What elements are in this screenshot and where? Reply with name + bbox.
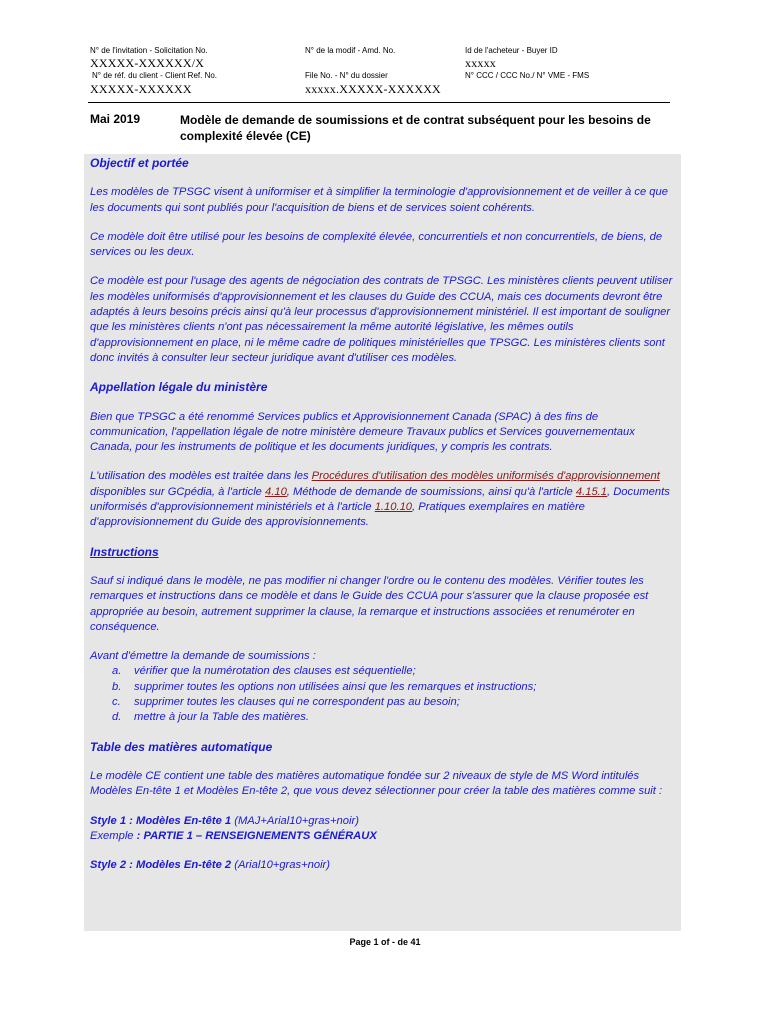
style-1-description: [90, 814, 676, 845]
buyer-label: Id de l'acheteur - Buyer ID: [465, 46, 558, 55]
example-value: : PARTIE 1 – RENSEIGNEMENTS GÉNÉRAUX: [136, 829, 377, 842]
list-item: [112, 664, 676, 679]
client-ref-label: N° de réf. du client - Client Ref. No.: [92, 71, 218, 80]
list-item-text: mettre à jour la Table des matières.: [134, 711, 309, 724]
amendment-label: N° de la modif - Amd. No.: [305, 46, 396, 55]
instructions-content: [90, 156, 676, 887]
legal-p2-text-a: L'utilisation des modèles est traitée dans les: [90, 470, 312, 483]
legal-p2-text-c: , Méthode de demande de soumissions, ainsi qu'à l'article: [286, 485, 576, 498]
procedures-link[interactable]: Procédures d'utilisation des modèles uniformisés d'approvisionnement: [311, 470, 660, 483]
list-item: [112, 710, 676, 725]
buyer-value: xxxxx: [465, 56, 496, 70]
instructions-paragraph-2: Avant d'émettre la demande de soumissions :: [90, 650, 316, 663]
article-1-10-10-link[interactable]: 1.10.10: [374, 501, 413, 514]
toc-paragraph: Le modèle CE contient une table des matières automatique fondée sur 2 niveaux de style de MS Word intitulés Modèles En-tête 1 et Modèles En-tête 2, que vous devez sélectionner pour créer la table des matières comme suit :: [90, 769, 663, 798]
list-item-text: vérifier que la numérotation des clauses est séquentielle;: [134, 665, 416, 678]
legal-p2-text-d: , Documents uniformisés d'approvisionnement ministériels et à l'article: [90, 485, 670, 514]
objective-paragraph-3: Ce modèle est pour l'usage des agents de négociation des contrats de TPSGC. Les ministères clients peuvent utiliser les modèles uniformisés d'approvisionnement et les clauses du Guide des CCUA, mais ces documents devront être adaptés à leurs besoins précis ainsi qu'à leur processus d'approvisionnement ministériel. Il est important de souligner que les ministères clients n'ont pas nécessairement la même autorité législative, les mêmes outils d'approvisionnement en place, ni le même cadre de politiques ministérielles que TPSGC. Les ministères clients sont donc invités à consulter leur secteur juridique avant d'utiliser ces modèles.: [90, 275, 673, 364]
legal-p2-text-b: disponibles sur GCpédia, à l'article: [90, 485, 266, 498]
file-value: xxxxx.XXXXX-XXXXXX: [305, 82, 441, 96]
legal-paragraph-1: Bien que TPSGC a été renommé Services publics et Approvisionnement Canada (SPAC) à des fins de communication, l'appellation légale de notre ministère demeure Travaux publics et Services gouvernementaux Canada, pour les instruments de politique et les documents juridiques, y compris les contrats.: [90, 410, 635, 454]
objective-paragraph-2: Ce modèle doit être utilisé pour les besoins de complexité élevée, concurrentiels et non concurrentiels, de biens, de services ou les deux.: [90, 230, 663, 259]
list-item-label: d.: [112, 711, 122, 724]
article-4-10-link[interactable]: 4.10: [265, 485, 287, 498]
objective-paragraph-1: Les modèles de TPSGC visent à uniformiser et à simplifier la terminologie d'approvisionnement et de veiller à ce que les documents qui sont publiés pour l'acquisition de biens et de services soient cohérents.: [90, 186, 668, 214]
solicitation-value: XXXXX-XXXXXX/X: [90, 56, 205, 70]
style-2-desc: (Arial10+gras+noir): [231, 859, 331, 872]
style-2-label: Style 2 : Modèles En-tête 2: [90, 859, 232, 872]
document-title: Modèle de demande de soumissions et de contrat subséquent pour les besoins de complexité élevée (CE): [180, 113, 651, 143]
solicitation-label: N° de l'invitation - Solicitation No.: [90, 46, 208, 55]
article-4-15-1-link[interactable]: 4.15.1: [575, 485, 608, 498]
instructions-list: [112, 664, 676, 725]
ccc-label: N° CCC / CCC No./ N° VME - FMS: [465, 71, 590, 80]
style-1-desc: (MAJ+Arial10+gras+noir): [231, 814, 359, 827]
objective-heading: Objectif et portée: [90, 156, 189, 170]
list-item: [112, 680, 676, 695]
toc-heading: Table des matières automatique: [90, 739, 273, 754]
list-item-label: a.: [112, 665, 122, 678]
list-item-text: supprimer toutes les clauses qui ne correspondent pas au besoin;: [134, 696, 460, 709]
header-rule: [88, 102, 670, 103]
list-item: [112, 695, 676, 710]
example-label: Exemple: [90, 829, 137, 842]
legal-name-heading: Appellation légale du ministère: [90, 380, 268, 395]
instructions-heading: Instructions: [90, 544, 159, 559]
legal-p2-text-e: , Pratiques exemplaires en matière d'approvisionnement du Guide des approvisionnements.: [90, 501, 585, 529]
legal-paragraph-2: [90, 469, 676, 530]
instructions-paragraph-1: Sauf si indiqué dans le modèle, ne pas modifier ni changer l'ordre ou le contenu des modèles. Vérifier toutes les remarques et instructions dans ce modèle et dans le Guide des CCUA pour s'assurer que la clause proposée est appropriée au besoin, autrement supprimer la clause, la remarque et instructions associées et renuméroter en conséquence.: [90, 574, 649, 633]
document-date: Mai 2019: [90, 112, 141, 126]
list-item-text: supprimer toutes les options non utilisées ainsi que les remarques et instructions;: [134, 680, 537, 693]
list-item-label: b.: [112, 680, 122, 693]
style-1-label: Style 1 : Modèles En-tête 1: [90, 814, 232, 827]
list-item-label: c.: [112, 696, 121, 709]
style-2-description: [90, 858, 676, 873]
page-number: Page 1 of - de 41: [349, 937, 421, 947]
file-label: File No. - N° du dossier: [305, 71, 388, 80]
client-ref-value: XXXXX-XXXXXX: [90, 82, 192, 96]
